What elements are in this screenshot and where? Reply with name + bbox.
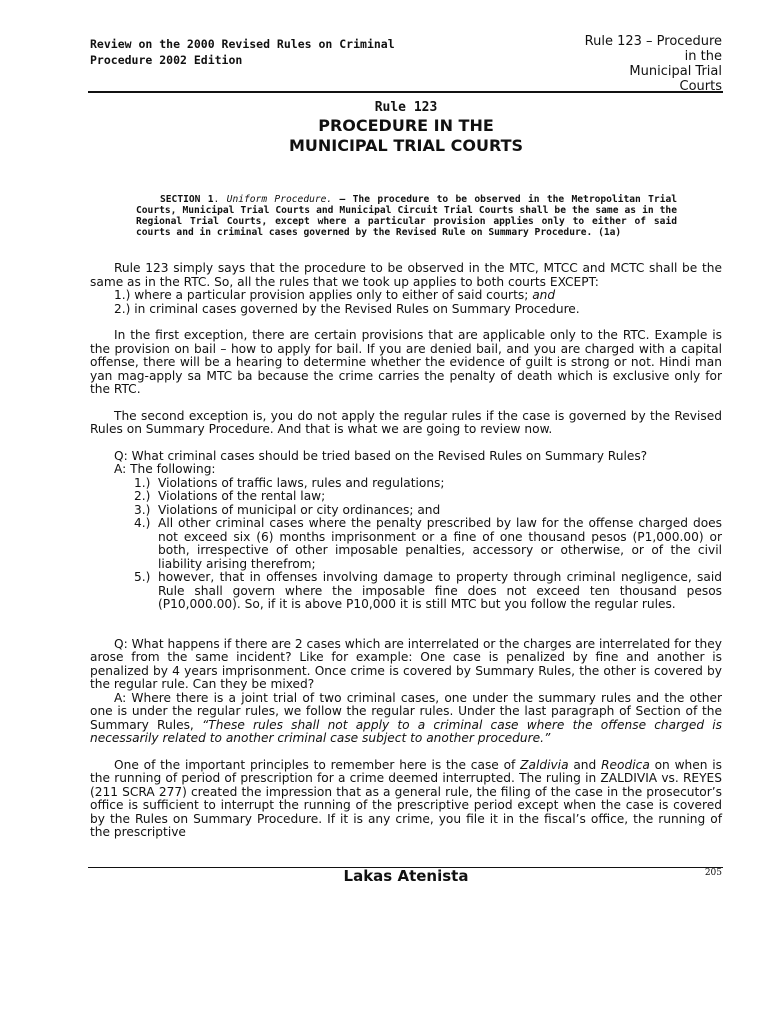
question-2: Q: What happens if there are 2 cases which are interrelated or the charges are interrelated for they arose from the same incident? Like for example: One case is penalized by fine and another is penalized by 4 years imprisonment. Once crime is covered by Summary Rules, the other is covered by the regular rule. Can they be mixed? (90, 636, 722, 691)
section-heading: Uniform Procedure. (226, 194, 333, 205)
header-divider (88, 91, 723, 93)
paragraph-3: The second exception is, you do not apply the regular rules if the case is governed by the Revised Rules on Summary Procedure. And that is what we are going to review now. (90, 408, 722, 436)
list-item (90, 517, 722, 571)
list-item (90, 477, 722, 491)
list-item (90, 490, 722, 504)
list-item-text: Violations of the rental law; (158, 489, 326, 503)
running-header-right (532, 34, 722, 94)
section-text: – The procedure to be observed in the Metropolitan Trial Courts, Municipal Trial Courts and Municipal Circuit Trial Courts shall be the same as in the Regional Trial Courts, except where a particular provision applies only to either of said courts and in criminal cases governed by the Revised Rule on Summary Procedure. (136, 194, 678, 238)
list-item-text: Violations of municipal or city ordinances; and (158, 502, 441, 517)
list-item-text: Violations of traffic laws, rules and regulations; (158, 475, 445, 490)
exception-2: 2.) in criminal cases governed by the Revised Rules on Summary Procedure. (114, 301, 580, 316)
page-title-line-1: PROCEDURE IN THE (318, 116, 494, 135)
list-item-number: 4.) (134, 516, 151, 530)
page-title-line-2: MUNICIPAL TRIAL COURTS (288, 136, 524, 155)
exception-1-and: and (532, 288, 556, 302)
rule-number: Rule 123 (374, 100, 438, 115)
header-left-line-1: Review on the 2000 Revised Rules on Criminal (90, 37, 395, 51)
header-right-line-4: Courts (679, 79, 722, 94)
exception-1: 1.) where a particular provision applies only to either of said courts; and (114, 288, 556, 302)
header-right-line-1: Rule 123 – Procedure (584, 34, 722, 49)
running-header-left (90, 36, 510, 68)
case-name-zaldivia: Zaldivia (520, 757, 569, 772)
footer-title: Lakas Atenista (343, 867, 469, 885)
list-item (90, 571, 722, 612)
answer-1: A: The following: (114, 462, 216, 476)
list-item (90, 504, 722, 518)
paragraph-4: One of the important principles to remember here is the case of Zaldivia and Reodica on when is the running of period of prescription for a crime deemed interrupted. The ruling in ZALDIVIA vs. REYES (211 SCRA 277) created the impression that as a general rule, the filing of the case in the prosecutor’s office is sufficient to interrupt the running of the prescriptive period except when the case is covered by the Rules on Summary Procedure. If it is any crime, you file it in the fiscal’s office, the running of the prescriptive (90, 757, 723, 839)
header-left-line-2: Procedure 2002 Edition (90, 53, 243, 67)
header-right-line-3: Municipal Trial (629, 64, 722, 79)
paragraph-2: In the first exception, there are certain provisions that are applicable only to the RTC. Example is the provision on bail – how to apply for bail. If you are denied bail, and you are charged with a capital offense, there will be a hearing to determine whether the evidence of guilt is strong or not. Hindi man yan mag-apply sa MTC ba because the crime carries the penalty of death which is exclusive only for the RTC. (90, 328, 722, 396)
section-number: SECTION 1 (160, 194, 214, 205)
list-item-number: 1.) (134, 475, 151, 490)
codal-provision: SECTION 1. Uniform Procedure. – The procedure to be observed in the Metropolitan Trial Courts, Municipal Trial Courts and Municipal Circuit Trial Courts shall be the same as in the Regional Trial Courts, except where a particular provision applies only to either of said courts and in criminal cases governed by the Revised Rule on Summary Procedure. (1a) (136, 194, 678, 238)
case-name-reodica: Reodica (601, 757, 650, 772)
body-text (90, 262, 722, 853)
paragraph-1: Rule 123 simply says that the procedure to be observed in the MTC, MTCC and MCTC shall be the same as in the RTC. So, all the rules that we took up applies to both courts EXCEPT: (90, 261, 722, 289)
list-item-text: All other criminal cases where the penalty prescribed by law for the offense charged does not exceed six (6) months imprisonment or a fine of one thousand pesos (P1,000.00) or both, irrespective of other imposable penalties, accessory or otherwise, or of the civil liability arising therefrom; (158, 516, 722, 571)
list-item-number: 5.) (134, 570, 151, 584)
rule-quote: “These rules shall not apply to a criminal case where the offense charged is necessarily related to another criminal case subject to another procedure.” (90, 717, 722, 745)
answer-2: A: Where there is a joint trial of two criminal cases, one under the summary rules and the other one is under the regular rules, we follow the regular rules. Under the last paragraph of Section of the Summary Rules, “These rules shall not apply to a criminal case where the offense charged is necessarily related to another criminal case subject to another procedure.” (90, 690, 722, 745)
covered-cases-list (90, 477, 722, 612)
page-number: 205 (704, 868, 722, 878)
question-1: Q: What criminal cases should be tried based on the Revised Rules on Summary Rules? (114, 448, 648, 463)
list-item-number: 2.) (134, 489, 151, 503)
section-source: (1a) (598, 227, 622, 238)
list-item-number: 3.) (134, 502, 151, 517)
header-right-line-2: in the (684, 49, 722, 64)
list-item-text: however, that in offenses involving damage to property through criminal negligence, said Rule shall govern where the imposable fine does not exceed ten thousand pesos (P10,000.00). So, if it is above P10,000 it is still MTC but you follow the regular rules. (158, 570, 722, 611)
